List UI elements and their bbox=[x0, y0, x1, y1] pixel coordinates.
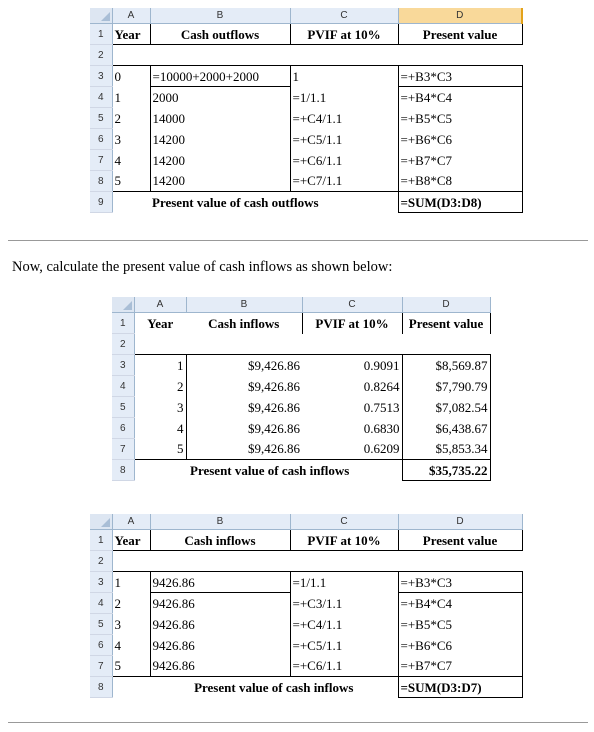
empty-cell[interactable] bbox=[290, 551, 398, 572]
column-header-row bbox=[90, 8, 522, 24]
cell-d[interactable]: =+B7*C7 bbox=[398, 150, 522, 171]
spreadsheet-cash-inflows-formulas bbox=[90, 514, 523, 698]
header-cell-b[interactable]: Cash inflows bbox=[186, 313, 302, 334]
cell-d[interactable]: $5,853.34 bbox=[402, 439, 490, 460]
cell-b[interactable]: 14200 bbox=[150, 129, 290, 150]
empty-cell[interactable] bbox=[112, 551, 150, 572]
cell-a[interactable]: 4 bbox=[112, 635, 150, 656]
cell-b[interactable]: 14200 bbox=[150, 150, 290, 171]
cell-d[interactable]: $8,569.87 bbox=[402, 355, 490, 376]
sheet-row bbox=[90, 171, 522, 192]
cell-d[interactable]: =+B5*C5 bbox=[398, 108, 522, 129]
cell-c[interactable]: =+C5/1.1 bbox=[290, 129, 398, 150]
column-header-d[interactable]: D bbox=[398, 8, 522, 24]
sheet-row bbox=[90, 129, 522, 150]
column-header-b[interactable]: B bbox=[150, 514, 290, 530]
row-header[interactable]: 5 bbox=[112, 397, 134, 418]
spreadsheet-cash-inflows-values bbox=[112, 297, 491, 481]
header-cell-year[interactable]: Year bbox=[112, 530, 150, 551]
cell-a[interactable]: 5 bbox=[134, 439, 186, 460]
row-header[interactable]: 8 bbox=[90, 677, 112, 698]
row-header[interactable]: 4 bbox=[90, 593, 112, 614]
row-header[interactable]: 7 bbox=[90, 150, 112, 171]
sheet-row bbox=[90, 87, 522, 108]
cell-b[interactable]: $9,426.86 bbox=[186, 355, 302, 376]
row-header[interactable]: 7 bbox=[112, 439, 134, 460]
empty-cell[interactable] bbox=[398, 45, 522, 66]
total-label[interactable]: Present value of cash inflows bbox=[190, 462, 350, 478]
row-header[interactable]: 9 bbox=[90, 192, 112, 213]
cell-b[interactable]: 9426.86 bbox=[150, 635, 290, 656]
cell-d[interactable]: =+B3*C3 bbox=[398, 572, 522, 593]
cell-d[interactable]: $7,082.54 bbox=[402, 397, 490, 418]
empty-cell[interactable] bbox=[112, 192, 150, 213]
column-header-c[interactable]: C bbox=[290, 8, 398, 24]
cell-c[interactable]: =+C4/1.1 bbox=[290, 614, 398, 635]
sheet-row bbox=[112, 376, 490, 397]
cell-c[interactable]: 0.6830 bbox=[302, 418, 402, 439]
column-header-row bbox=[112, 297, 490, 313]
column-header-a[interactable]: A bbox=[112, 514, 150, 530]
empty-cell[interactable] bbox=[112, 677, 150, 698]
cell-a[interactable]: 4 bbox=[134, 418, 186, 439]
cell-a[interactable]: 1 bbox=[112, 572, 150, 593]
column-header-b[interactable]: B bbox=[150, 8, 290, 24]
cell-b[interactable]: 2000 bbox=[150, 87, 290, 108]
row-header[interactable]: 1 bbox=[112, 313, 134, 334]
cell-a[interactable]: 2 bbox=[112, 108, 150, 129]
instruction-text: Now, calculate the present value of cash inflows as shown below: bbox=[12, 259, 393, 275]
divider bbox=[8, 722, 588, 723]
cell-a[interactable]: 3 bbox=[112, 614, 150, 635]
empty-cell[interactable] bbox=[150, 551, 290, 572]
cell-d[interactable]: =+B8*C8 bbox=[398, 171, 522, 192]
empty-cell[interactable] bbox=[302, 334, 402, 355]
header-cell-year[interactable]: Year bbox=[147, 315, 174, 331]
empty-cell[interactable] bbox=[186, 334, 302, 355]
row-header[interactable]: 4 bbox=[112, 376, 134, 397]
cell-a[interactable]: 2 bbox=[112, 593, 150, 614]
cell-a[interactable]: 0 bbox=[112, 66, 150, 87]
sheet-row bbox=[90, 551, 522, 572]
row-header[interactable]: 8 bbox=[112, 460, 134, 481]
total-value[interactable]: =SUM(D3:D7) bbox=[398, 677, 522, 698]
cell-b[interactable]: $9,426.86 bbox=[248, 399, 300, 415]
cell-d[interactable]: =+B7*C7 bbox=[398, 656, 522, 677]
header-cell-c[interactable]: PVIF at 10% bbox=[302, 313, 402, 334]
row-header[interactable]: 6 bbox=[90, 635, 112, 656]
cell-c[interactable]: =1/1.1 bbox=[290, 87, 398, 108]
select-all-corner[interactable] bbox=[90, 514, 112, 530]
row-header[interactable]: 2 bbox=[90, 45, 112, 66]
row-header[interactable]: 2 bbox=[112, 334, 134, 355]
empty-cell[interactable] bbox=[134, 460, 186, 481]
cell-d[interactable]: $6,438.67 bbox=[402, 418, 490, 439]
divider bbox=[8, 240, 588, 241]
header-cell-year[interactable]: Year bbox=[112, 24, 150, 45]
sheet-row bbox=[90, 656, 522, 677]
cell-c[interactable]: =+C6/1.1 bbox=[290, 656, 398, 677]
cell-b[interactable]: 9426.86 bbox=[150, 614, 290, 635]
sheet-row bbox=[112, 418, 490, 439]
row-header[interactable]: 6 bbox=[112, 418, 134, 439]
column-header-d[interactable]: D bbox=[398, 514, 522, 530]
sheet-row bbox=[112, 355, 490, 376]
select-all-corner[interactable] bbox=[112, 297, 134, 313]
empty-cell[interactable] bbox=[112, 45, 150, 66]
total-value[interactable]: =SUM(D3:D8) bbox=[398, 192, 522, 213]
row-header[interactable]: 3 bbox=[90, 572, 112, 593]
empty-cell[interactable] bbox=[150, 45, 290, 66]
cell-b[interactable]: 9426.86 bbox=[150, 656, 290, 677]
cell-a[interactable]: 3 bbox=[134, 397, 186, 418]
sheet-row bbox=[90, 635, 522, 656]
row-header[interactable]: 5 bbox=[90, 614, 112, 635]
cell-b[interactable]: $9,426.86 bbox=[248, 378, 300, 394]
row-header[interactable]: 7 bbox=[90, 656, 112, 677]
cell-d[interactable]: =+B6*C6 bbox=[398, 129, 522, 150]
sheet-row bbox=[112, 313, 490, 334]
cell-c[interactable]: =+C7/1.1 bbox=[290, 171, 398, 192]
sheet-row bbox=[90, 24, 522, 45]
sheet-row bbox=[112, 334, 490, 355]
cell-d[interactable]: $7,790.79 bbox=[402, 376, 490, 397]
cell-d[interactable]: =+B4*C4 bbox=[398, 87, 522, 108]
spreadsheet-cash-outflows bbox=[90, 8, 523, 213]
cell-c[interactable]: 1 bbox=[290, 66, 398, 87]
sheet-row bbox=[90, 593, 522, 614]
header-cell-b[interactable]: Cash outflows bbox=[150, 24, 290, 45]
row-header[interactable]: 3 bbox=[90, 66, 112, 87]
sheet-row bbox=[90, 614, 522, 635]
row-header[interactable]: 6 bbox=[90, 129, 112, 150]
cell-d[interactable]: =+B4*C4 bbox=[398, 593, 522, 614]
sheet-row bbox=[90, 677, 522, 698]
cell-d[interactable]: =+B3*C3 bbox=[398, 66, 522, 87]
cell-b[interactable]: 9426.86 bbox=[150, 572, 290, 593]
column-header-c[interactable]: C bbox=[302, 297, 402, 313]
cell-a[interactable]: 2 bbox=[134, 376, 186, 397]
cell-c[interactable]: =+C3/1.1 bbox=[290, 593, 398, 614]
row-header[interactable]: 2 bbox=[90, 551, 112, 572]
cell-c[interactable]: =+C5/1.1 bbox=[290, 635, 398, 656]
column-header-b[interactable]: B bbox=[186, 297, 302, 313]
header-cell-c[interactable]: PVIF at 10% bbox=[290, 530, 398, 551]
sheet-row bbox=[90, 45, 522, 66]
sheet-row bbox=[90, 192, 522, 213]
sheet-row bbox=[90, 572, 522, 593]
cell-a[interactable]: 5 bbox=[112, 656, 150, 677]
cell-a[interactable]: 5 bbox=[112, 171, 150, 192]
select-all-corner[interactable] bbox=[90, 8, 112, 24]
cell-b[interactable]: $9,426.86 bbox=[248, 420, 300, 436]
total-label[interactable]: Present value of cash inflows bbox=[194, 679, 354, 695]
sheet-row bbox=[112, 460, 490, 481]
cell-b[interactable]: =10000+2000+2000 bbox=[150, 66, 290, 87]
column-header-d[interactable]: D bbox=[402, 297, 490, 313]
cell-a[interactable]: 1 bbox=[112, 87, 150, 108]
column-header-a[interactable]: A bbox=[112, 8, 150, 24]
header-cell-b[interactable]: Cash inflows bbox=[150, 530, 290, 551]
header-cell-c[interactable]: PVIF at 10% bbox=[290, 24, 398, 45]
empty-cell[interactable] bbox=[134, 334, 186, 355]
cell-d[interactable]: =+B6*C6 bbox=[398, 635, 522, 656]
cell-b[interactable]: 14000 bbox=[150, 108, 290, 129]
header-cell-d[interactable]: Present value bbox=[398, 24, 522, 45]
sheet-row bbox=[90, 66, 522, 87]
row-header[interactable]: 3 bbox=[112, 355, 134, 376]
cell-c[interactable]: =+C4/1.1 bbox=[290, 108, 398, 129]
sheet-row bbox=[90, 108, 522, 129]
cell-a[interactable]: 1 bbox=[134, 355, 186, 376]
cell-c[interactable]: 0.9091 bbox=[302, 355, 402, 376]
cell-a[interactable]: 3 bbox=[112, 129, 150, 150]
row-header[interactable]: 8 bbox=[90, 171, 112, 192]
cell-d[interactable]: =+B5*C5 bbox=[398, 614, 522, 635]
column-header-c[interactable]: C bbox=[290, 514, 398, 530]
empty-cell[interactable] bbox=[402, 334, 490, 355]
row-header[interactable]: 4 bbox=[90, 87, 112, 108]
cell-b[interactable]: 9426.86 bbox=[150, 593, 290, 614]
total-label[interactable]: Present value of cash outflows bbox=[152, 194, 319, 210]
total-value[interactable]: $35,735.22 bbox=[402, 460, 490, 481]
cell-b[interactable]: $9,426.86 bbox=[186, 439, 302, 460]
cell-c[interactable]: 0.8264 bbox=[302, 376, 402, 397]
column-header-a[interactable]: A bbox=[134, 297, 186, 313]
cell-b[interactable]: 14200 bbox=[150, 171, 290, 192]
cell-a[interactable]: 4 bbox=[112, 150, 150, 171]
sheet-row bbox=[90, 530, 522, 551]
cell-c[interactable]: =+C6/1.1 bbox=[290, 150, 398, 171]
cell-c[interactable]: =1/1.1 bbox=[290, 572, 398, 593]
row-header[interactable]: 1 bbox=[90, 24, 112, 45]
cell-c[interactable]: 0.7513 bbox=[302, 397, 402, 418]
sheet-row bbox=[112, 397, 490, 418]
empty-cell[interactable] bbox=[398, 551, 522, 572]
cell-c[interactable]: 0.6209 bbox=[302, 439, 402, 460]
sheet-row bbox=[90, 150, 522, 171]
header-cell-d[interactable]: Present value bbox=[402, 313, 490, 334]
row-header[interactable]: 5 bbox=[90, 108, 112, 129]
empty-cell[interactable] bbox=[290, 45, 398, 66]
header-cell-d[interactable]: Present value bbox=[398, 530, 522, 551]
sheet-row bbox=[112, 439, 490, 460]
row-header[interactable]: 1 bbox=[90, 530, 112, 551]
column-header-row bbox=[90, 514, 522, 530]
